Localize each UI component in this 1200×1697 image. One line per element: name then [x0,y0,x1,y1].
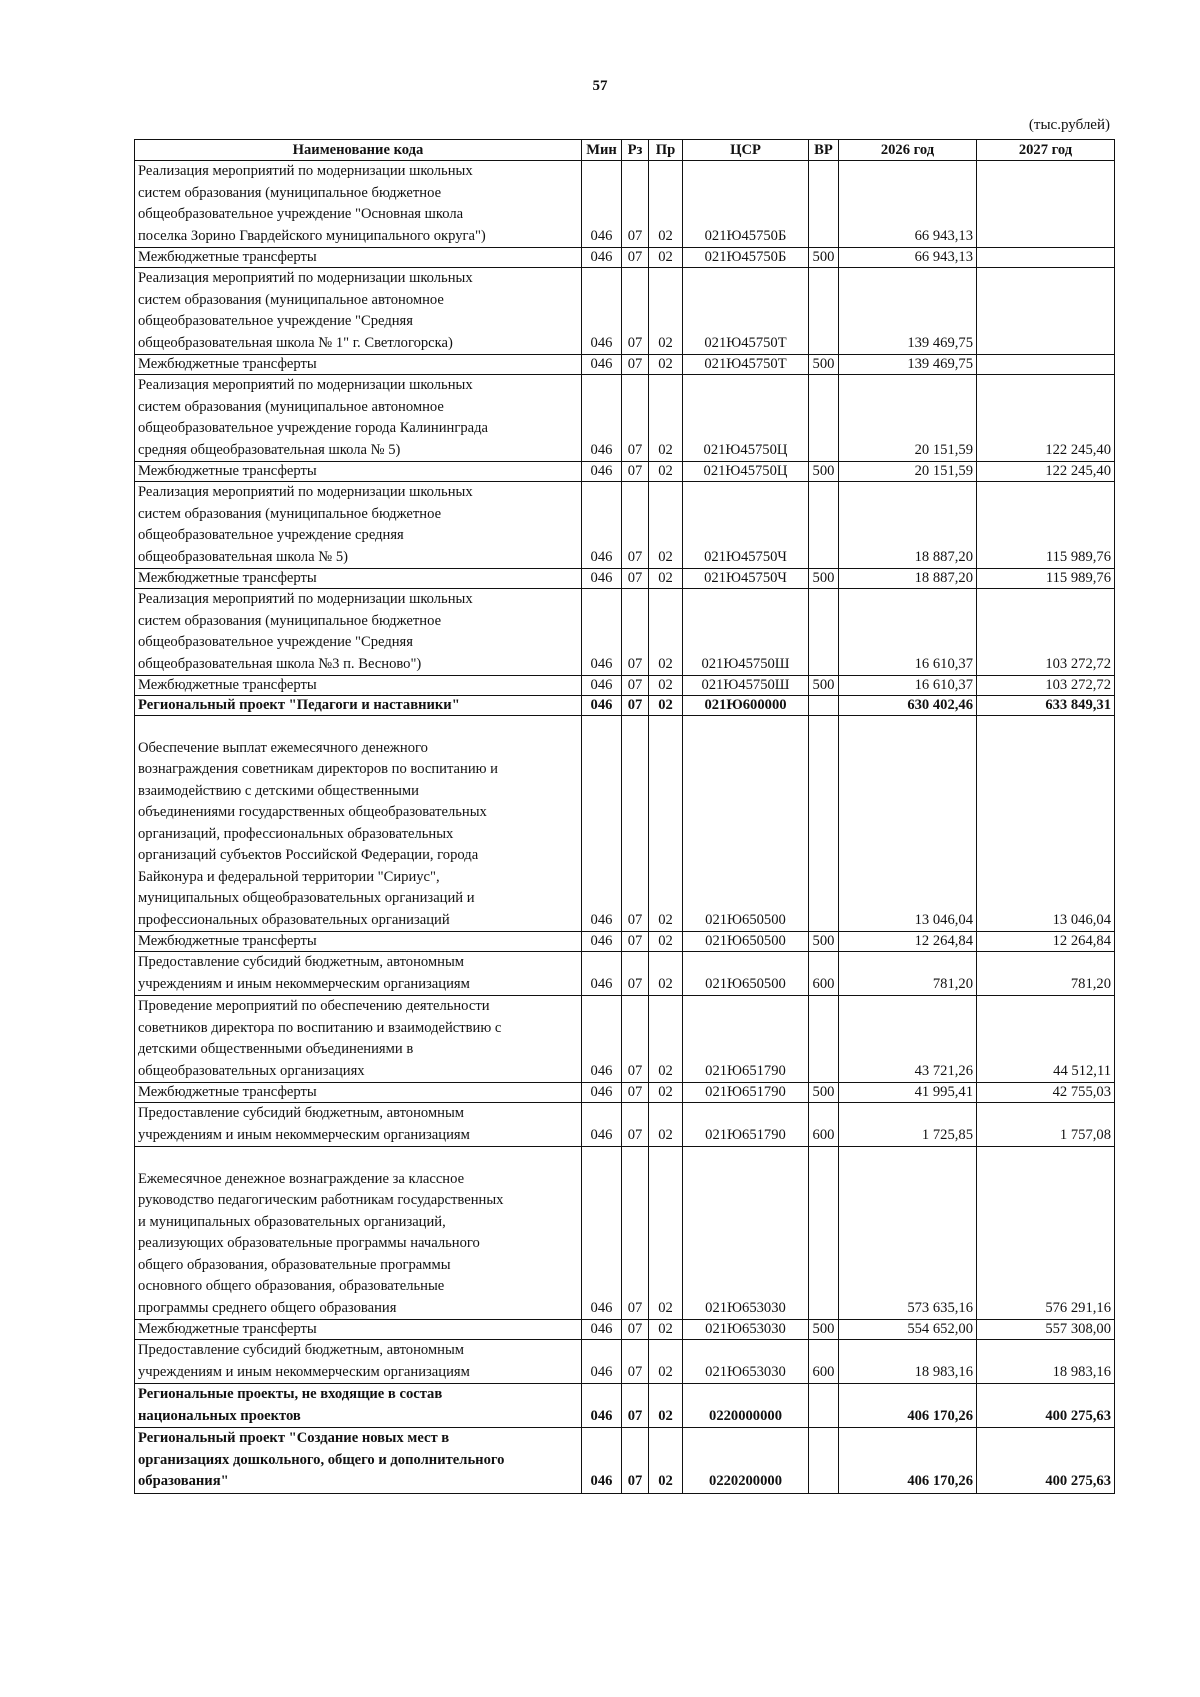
cell-min: 046 [582,569,622,589]
cell-2027: 1 757,08 [977,1103,1115,1147]
cell-min: 046 [582,952,622,996]
cell-name-line: учреждениям и иным некоммерческим организациям [138,1126,470,1143]
cell-name-line: Реализация мероприятий по модернизации школьных [138,591,473,607]
cell-csr: 021Ю651790 [683,1083,809,1103]
cell-2026: 781,20 [839,952,977,996]
cell-rz: 07 [622,375,649,462]
cell-name-line: общеобразовательное учреждение "Средняя [138,313,413,329]
cell-min: 046 [582,462,622,482]
cell-min: 046 [582,1384,622,1428]
cell-2026: 630 402,46 [839,696,977,716]
cell-name-line: общеобразовательное учреждение "Средняя [138,634,413,650]
cell-rz: 07 [622,161,649,248]
cell-vr [809,482,839,569]
cell-name-line: систем образования (муниципальное автономное [138,398,444,415]
cell-rz: 07 [622,462,649,482]
cell-name [135,462,582,482]
cell-csr: 021Ю653030 [683,1147,809,1320]
cell-name-line: общеобразовательное учреждение средняя [138,527,404,543]
cell-2027: 400 275,63 [977,1428,1115,1494]
table-row [135,1320,1115,1340]
cell-2027: 115 989,76 [977,569,1115,589]
cell-vr [809,716,839,932]
cell-csr: 0220000000 [683,1384,809,1428]
cell-name [135,375,582,462]
cell-csr: 021Ю45750Ц [683,375,809,462]
cell-name [135,996,582,1083]
cell-vr [809,996,839,1083]
cell-pr: 02 [649,462,683,482]
cell-name-line: общего образования, образовательные программы [138,1256,451,1273]
cell-2027: 122 245,40 [977,462,1115,482]
cell-vr: 500 [809,1320,839,1340]
cell-vr: 500 [809,569,839,589]
cell-name-line: объединениями государственных общеобразовательных [138,804,487,820]
cell-rz: 07 [622,482,649,569]
cell-csr: 0220200000 [683,1428,809,1494]
cell-name-line: общеобразовательных организациях [138,1062,365,1079]
cell-2026: 16 610,37 [839,589,977,676]
cell-2027 [977,268,1115,355]
cell-2027 [977,161,1115,248]
table-row [135,569,1115,589]
cell-vr [809,161,839,248]
cell-rz: 07 [622,569,649,589]
cell-2026: 406 170,26 [839,1428,977,1494]
cell-csr: 021Ю45750Ч [683,569,809,589]
cell-rz: 07 [622,1083,649,1103]
cell-name [135,1147,582,1320]
cell-name-line: взаимодействию с детскими общественными [138,782,419,799]
cell-name-line: Межбюджетные трансферты [138,249,317,265]
cell-min: 046 [582,1340,622,1384]
table-row [135,996,1115,1083]
cell-pr: 02 [649,1384,683,1428]
cell-name-line: Межбюджетные трансферты [138,933,317,949]
header-min: Мин [582,140,622,161]
cell-2026: 13 046,04 [839,716,977,932]
cell-name-line: детскими общественными объединениями в [138,1041,414,1057]
cell-vr [809,375,839,462]
table-row [135,161,1115,248]
cell-2026: 16 610,37 [839,676,977,696]
cell-name-line: основного общего образования, образовательные [138,1278,445,1294]
cell-name-line: Региональный проект "Создание новых мест в [138,1430,450,1446]
cell-rz: 07 [622,1428,649,1494]
cell-min: 046 [582,676,622,696]
cell-rz: 07 [622,932,649,952]
cell-name-line: организаций, профессиональных образовательных [138,825,454,842]
cell-min: 046 [582,1147,622,1320]
cell-min: 046 [582,996,622,1083]
units-label: (тыс.рублей) [1028,117,1110,133]
cell-min: 046 [582,1103,622,1147]
cell-name [135,569,582,589]
cell-name-line: Реализация мероприятий по модернизации школьных [138,377,473,393]
table-row [135,1340,1115,1384]
cell-name-line: Реализация мероприятий по модернизации школьных [138,163,473,179]
cell-name-line: общеобразовательная школа № 5) [138,548,348,565]
cell-name [135,482,582,569]
cell-min: 046 [582,355,622,375]
cell-vr [809,1384,839,1428]
cell-name [135,1083,582,1103]
header-2026: 2026 год [839,140,977,161]
table-row [135,375,1115,462]
cell-csr: 021Ю45750Б [683,161,809,248]
cell-name [135,676,582,696]
cell-2026: 139 469,75 [839,268,977,355]
cell-name-line: Предоставление субсидий бюджетным, автономным [138,954,465,970]
cell-name-line: Ежемесячное денежное вознаграждение за классное [138,1170,465,1187]
cell-2027: 44 512,11 [977,996,1115,1083]
cell-vr: 600 [809,952,839,996]
header-rz: Рз [622,140,649,161]
cell-pr: 02 [649,932,683,952]
cell-2026: 43 721,26 [839,996,977,1083]
cell-2026: 66 943,13 [839,161,977,248]
cell-min: 046 [582,248,622,268]
table-header-row [135,140,1115,161]
table-body [135,161,1115,1494]
cell-csr: 021Ю45750Т [683,355,809,375]
cell-name [135,716,582,932]
cell-name-line: национальных проектов [138,1407,301,1424]
header-name: Наименование кода [135,140,582,161]
header-csr: ЦСР [683,140,809,161]
cell-vr [809,1428,839,1494]
cell-name-line: общеобразовательная школа №3 п. Весново") [138,655,422,672]
cell-name [135,1428,582,1494]
cell-name-line: Межбюджетные трансферты [138,463,317,479]
cell-2026: 20 151,59 [839,375,977,462]
cell-name [135,1384,582,1428]
cell-name-line: профессиональных образовательных организаций [138,911,450,928]
table-row [135,1083,1115,1103]
cell-csr: 021Ю600000 [683,696,809,716]
cell-min: 046 [582,1428,622,1494]
cell-vr: 500 [809,932,839,952]
cell-pr: 02 [649,589,683,676]
cell-rz: 07 [622,1320,649,1340]
cell-csr: 021Ю45750Ч [683,482,809,569]
cell-2026: 406 170,26 [839,1384,977,1428]
cell-name-line: руководство педагогическим работникам государственных [138,1192,504,1208]
cell-csr: 021Ю653030 [683,1340,809,1384]
page-number: 57 [592,78,608,94]
cell-2026: 20 151,59 [839,462,977,482]
cell-name [135,1103,582,1147]
cell-pr: 02 [649,716,683,932]
cell-csr: 021Ю45750Б [683,248,809,268]
header-2027: 2027 год [977,140,1115,161]
table-row [135,462,1115,482]
cell-name-line: Межбюджетные трансферты [138,570,317,586]
cell-pr: 02 [649,952,683,996]
table-row [135,1428,1115,1494]
cell-name-line: учреждениям и иным некоммерческим организациям [138,1363,470,1380]
table-row [135,696,1115,716]
cell-name-line: муниципальных общеобразовательных организаций и [138,890,475,906]
cell-name [135,952,582,996]
table-row [135,268,1115,355]
cell-name-line: учреждениям и иным некоммерческим организациям [138,975,470,992]
cell-2027: 576 291,16 [977,1147,1115,1320]
cell-csr: 021Ю45750Ц [683,462,809,482]
cell-min: 046 [582,268,622,355]
cell-2026: 554 652,00 [839,1320,977,1340]
cell-csr: 021Ю45750Ш [683,589,809,676]
cell-name-line: общеобразовательная школа № 1" г. Светлогорска) [138,334,453,351]
table-row [135,589,1115,676]
cell-pr: 02 [649,248,683,268]
cell-vr: 500 [809,1083,839,1103]
cell-rz: 07 [622,996,649,1083]
cell-2027: 42 755,03 [977,1083,1115,1103]
cell-rz: 07 [622,355,649,375]
cell-rz: 07 [622,1384,649,1428]
cell-min: 046 [582,482,622,569]
cell-csr: 021Ю650500 [683,716,809,932]
cell-2027 [977,355,1115,375]
cell-csr: 021Ю650500 [683,932,809,952]
header-pr: Пр [649,140,683,161]
cell-pr: 02 [649,1320,683,1340]
cell-rz: 07 [622,589,649,676]
cell-min: 046 [582,375,622,462]
cell-2027: 557 308,00 [977,1320,1115,1340]
cell-2026: 12 264,84 [839,932,977,952]
cell-2027: 103 272,72 [977,589,1115,676]
cell-pr: 02 [649,1083,683,1103]
cell-name [135,1320,582,1340]
cell-vr [809,696,839,716]
cell-name-line: Предоставление субсидий бюджетным, автономным [138,1342,465,1358]
cell-min: 046 [582,716,622,932]
cell-min: 046 [582,1083,622,1103]
cell-csr: 021Ю653030 [683,1320,809,1340]
cell-rz: 07 [622,1340,649,1384]
cell-name-line: реализующих образовательные программы начального [138,1235,480,1251]
cell-vr: 600 [809,1340,839,1384]
table-row [135,1147,1115,1320]
header-vr: ВР [809,140,839,161]
cell-2026: 573 635,16 [839,1147,977,1320]
cell-2027: 633 849,31 [977,696,1115,716]
cell-pr: 02 [649,375,683,462]
cell-name-line: систем образования (муниципальное бюджетное [138,184,442,201]
cell-2027: 115 989,76 [977,482,1115,569]
cell-rz: 07 [622,952,649,996]
cell-vr [809,589,839,676]
cell-vr: 500 [809,248,839,268]
cell-csr: 021Ю651790 [683,996,809,1083]
cell-2027: 122 245,40 [977,375,1115,462]
table-row [135,932,1115,952]
cell-pr: 02 [649,676,683,696]
cell-vr [809,1147,839,1320]
cell-name [135,1340,582,1384]
cell-pr: 02 [649,268,683,355]
cell-2027: 18 983,16 [977,1340,1115,1384]
cell-min: 046 [582,589,622,676]
table-row [135,248,1115,268]
table-row [135,716,1115,932]
cell-name-line: систем образования (муниципальное бюджетное [138,612,442,629]
cell-csr: 021Ю651790 [683,1103,809,1147]
cell-name-line: Региональные проекты, не входящие в состав [138,1386,443,1402]
cell-2027 [977,248,1115,268]
cell-csr: 021Ю45750Ш [683,676,809,696]
cell-2027: 13 046,04 [977,716,1115,932]
cell-name [135,161,582,248]
cell-pr: 02 [649,1428,683,1494]
cell-name [135,932,582,952]
cell-rz: 07 [622,696,649,716]
cell-name-line: общеобразовательное учреждение города Калининграда [138,420,489,436]
cell-min: 046 [582,696,622,716]
cell-csr: 021Ю45750Т [683,268,809,355]
cell-pr: 02 [649,569,683,589]
cell-vr: 600 [809,1103,839,1147]
cell-pr: 02 [649,696,683,716]
cell-2026: 1 725,85 [839,1103,977,1147]
cell-name-line: программы среднего общего образования [138,1299,397,1316]
cell-min: 046 [582,1320,622,1340]
cell-csr: 021Ю650500 [683,952,809,996]
cell-pr: 02 [649,1147,683,1320]
cell-vr: 500 [809,355,839,375]
cell-name-line: Реализация мероприятий по модернизации школьных [138,484,473,500]
cell-2027: 103 272,72 [977,676,1115,696]
cell-2026: 18 887,20 [839,569,977,589]
cell-name-line: систем образования (муниципальное бюджетное [138,505,442,522]
cell-pr: 02 [649,1103,683,1147]
cell-name-line: Предоставление субсидий бюджетным, автономным [138,1105,465,1121]
cell-name-line: Проведение мероприятий по обеспечению деятельности [138,998,490,1014]
cell-name-line: Межбюджетные трансферты [138,1321,317,1337]
cell-name-line: Межбюджетные трансферты [138,356,317,372]
cell-name-line: общеобразовательное учреждение "Основная школа [138,206,464,222]
cell-name-line: организаций субъектов Российской Федерации, города [138,847,479,863]
cell-2026: 18 983,16 [839,1340,977,1384]
cell-rz: 07 [622,1103,649,1147]
cell-name-line: систем образования (муниципальное автономное [138,291,444,308]
cell-name [135,696,582,716]
cell-pr: 02 [649,1340,683,1384]
cell-min: 046 [582,932,622,952]
cell-2026: 18 887,20 [839,482,977,569]
cell-name-line: Реализация мероприятий по модернизации школьных [138,270,473,286]
cell-pr: 02 [649,355,683,375]
cell-name-line: Межбюджетные трансферты [138,677,317,693]
table-row [135,1384,1115,1428]
cell-vr: 500 [809,462,839,482]
table-row [135,355,1115,375]
cell-pr: 02 [649,161,683,248]
cell-name-line: Региональный проект "Педагоги и наставники" [138,697,460,713]
cell-rz: 07 [622,676,649,696]
table-row [135,482,1115,569]
cell-name [135,589,582,676]
cell-2026: 66 943,13 [839,248,977,268]
cell-name-line: и муниципальных образовательных организаций, [138,1213,446,1230]
cell-name-line: организациях дошкольного, общего и дополнительного [138,1451,505,1468]
table-row [135,1103,1115,1147]
cell-rz: 07 [622,268,649,355]
cell-rz: 07 [622,1147,649,1320]
cell-rz: 07 [622,248,649,268]
cell-2026: 41 995,41 [839,1083,977,1103]
cell-name-line: Обеспечение выплат ежемесячного денежного [138,739,428,756]
cell-name [135,248,582,268]
table-row [135,952,1115,996]
cell-2027: 400 275,63 [977,1384,1115,1428]
cell-name [135,268,582,355]
budget-table [134,139,1115,1494]
cell-rz: 07 [622,716,649,932]
cell-pr: 02 [649,482,683,569]
cell-2027: 781,20 [977,952,1115,996]
cell-name-line: вознаграждения советникам директоров по воспитанию и [138,761,498,777]
table-row [135,676,1115,696]
cell-vr [809,268,839,355]
cell-vr: 500 [809,676,839,696]
cell-pr: 02 [649,996,683,1083]
cell-name-line: поселка Зорино Гвардейского муниципального округа") [138,227,486,244]
cell-2026: 139 469,75 [839,355,977,375]
cell-min: 046 [582,161,622,248]
cell-name-line: средняя общеобразовательная школа № 5) [138,441,401,458]
cell-name-line: Межбюджетные трансферты [138,1084,317,1100]
cell-name-line: советников директора по воспитанию и взаимодействию с [138,1019,502,1036]
cell-name [135,355,582,375]
cell-name-line: Байконура и федеральной территории "Сириус", [138,868,440,885]
cell-name-line: образования" [138,1473,229,1489]
cell-2027: 12 264,84 [977,932,1115,952]
